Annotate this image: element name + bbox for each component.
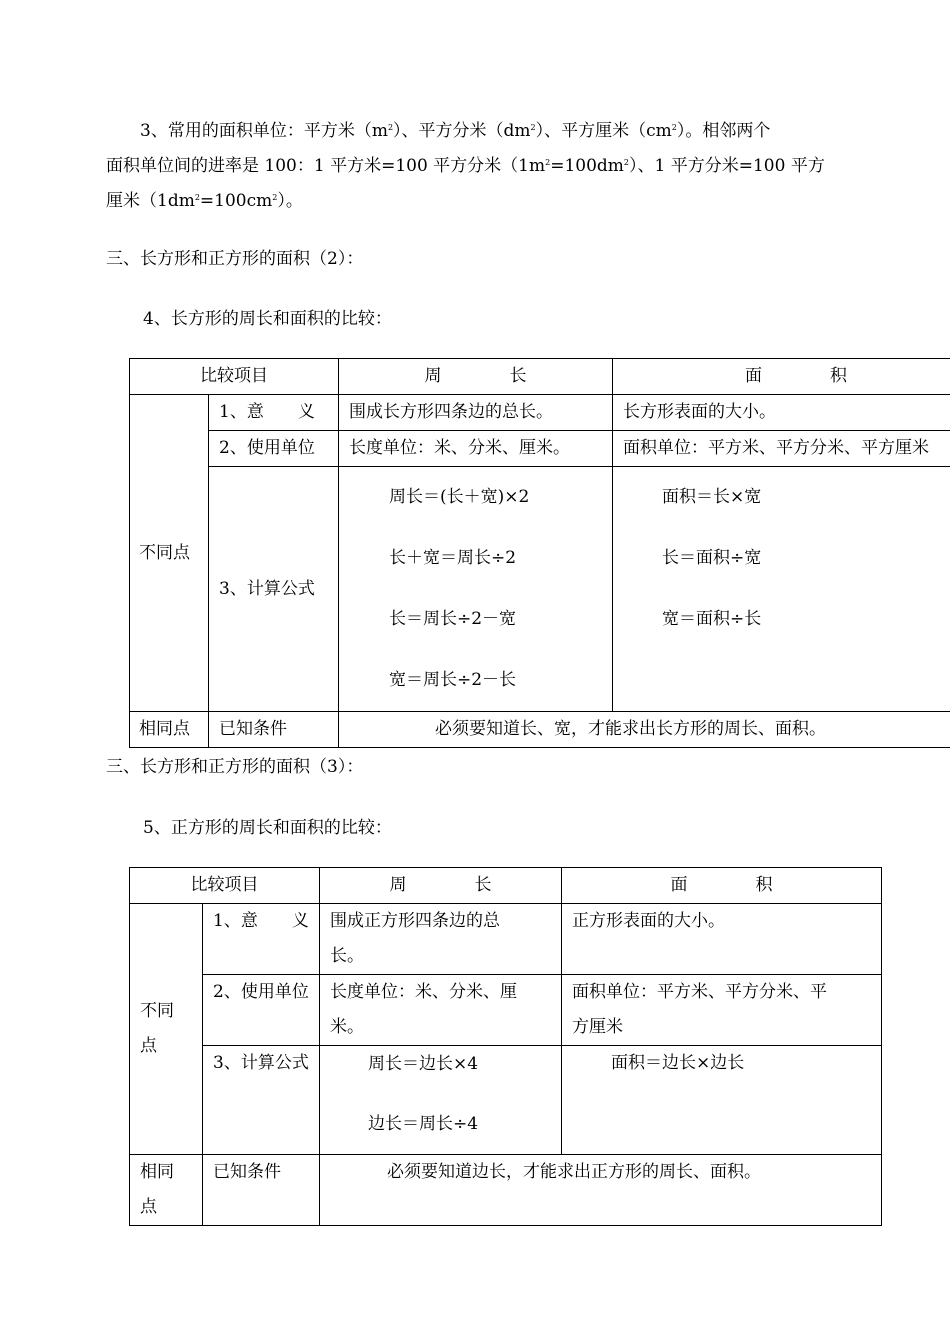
header-area: 面 积: [613, 359, 950, 395]
formula-label: 3、计算公式: [209, 467, 339, 712]
meaning-perimeter: 围成长方形四条边的总长。: [339, 395, 613, 431]
meaning-label: 1、意 义: [203, 904, 320, 975]
units-paragraph-line-2: 面积单位间的进率是 100：1 平方米=100 平方分米$(1m^2=100dm^2)$、1 平方分米=100 平方: [106, 156, 825, 176]
formula-line: 长＝周长÷2－宽: [389, 609, 517, 629]
meaning-perimeter: 围成正方形四条边的总 长。: [320, 904, 562, 975]
same-label: 相同 点: [130, 1155, 203, 1226]
condition-label: 已知条件: [203, 1155, 320, 1226]
section-heading-3: 三、长方形和正方形的面积（3）：: [106, 757, 364, 777]
formula-line: 宽＝面积÷长: [662, 609, 762, 629]
square-comparison-title: 5、正方形的周长和面积的比较：: [143, 818, 392, 838]
formula-perimeter: [339, 467, 613, 712]
header-item: 比较项目: [130, 868, 320, 904]
formula-line: 周长＝(长＋宽)×2: [389, 487, 530, 507]
units-paragraph-line-1: 3、常用的面积单位：平方米$(m^2)$、平方分米$(dm^2)$、平方厘米$(cm^2)$。相邻两个: [140, 121, 771, 141]
condition-label: 已知条件: [209, 712, 339, 748]
diff-label: 不同点: [130, 395, 209, 712]
formula-area: [613, 467, 950, 712]
formula-line: 长＝面积÷宽: [662, 548, 762, 568]
section-heading-2: 三、长方形和正方形的面积（2）：: [106, 249, 364, 269]
formula-line: 宽＝周长÷2－长: [389, 670, 517, 690]
units-paragraph-line-3: 厘米$(1dm^2=100cm^2)$。: [106, 191, 303, 211]
units-area: 面积单位：平方米、平方分米、平 方厘米: [562, 975, 882, 1046]
header-area: 面 积: [562, 868, 882, 904]
header-perimeter: 周 长: [320, 868, 562, 904]
units-perimeter: 长度单位：米、分米、厘米。: [339, 431, 613, 467]
same-label: 相同点: [130, 712, 209, 748]
rectangle-comparison-table: [129, 358, 950, 748]
formula-line: 周长＝边长×4: [368, 1054, 479, 1074]
condition-text: 必须要知道边长，才能求出正方形的周长、面积。: [320, 1155, 882, 1226]
meaning-area: 正方形表面的大小。: [562, 904, 882, 975]
units-area: 面积单位：平方米、平方分米、平方厘米: [613, 431, 950, 467]
meaning-area: 长方形表面的大小。: [613, 395, 950, 431]
formula-label: 3、计算公式: [203, 1046, 320, 1155]
condition-text: 必须要知道长、宽，才能求出长方形的周长、面积。: [339, 712, 950, 748]
units-label: 2、使用单位: [209, 431, 339, 467]
formula-area: 面积＝边长×边长: [562, 1046, 882, 1155]
diff-label: 不同 点: [130, 904, 203, 1155]
header-item: 比较项目: [130, 359, 339, 395]
meaning-label: 1、意 义: [209, 395, 339, 431]
units-perimeter: 长度单位：米、分米、厘 米。: [320, 975, 562, 1046]
square-comparison-table: [129, 867, 882, 1226]
units-label: 2、使用单位: [203, 975, 320, 1046]
formula-line: 长＋宽＝周长÷2: [389, 548, 517, 568]
formula-line: 边长＝周长÷4: [368, 1114, 479, 1134]
formula-line: 面积＝长×宽: [662, 487, 762, 507]
header-perimeter: 周 长: [339, 359, 613, 395]
rectangle-comparison-title: 4、长方形的周长和面积的比较：: [143, 309, 392, 329]
formula-perimeter: [320, 1046, 562, 1155]
